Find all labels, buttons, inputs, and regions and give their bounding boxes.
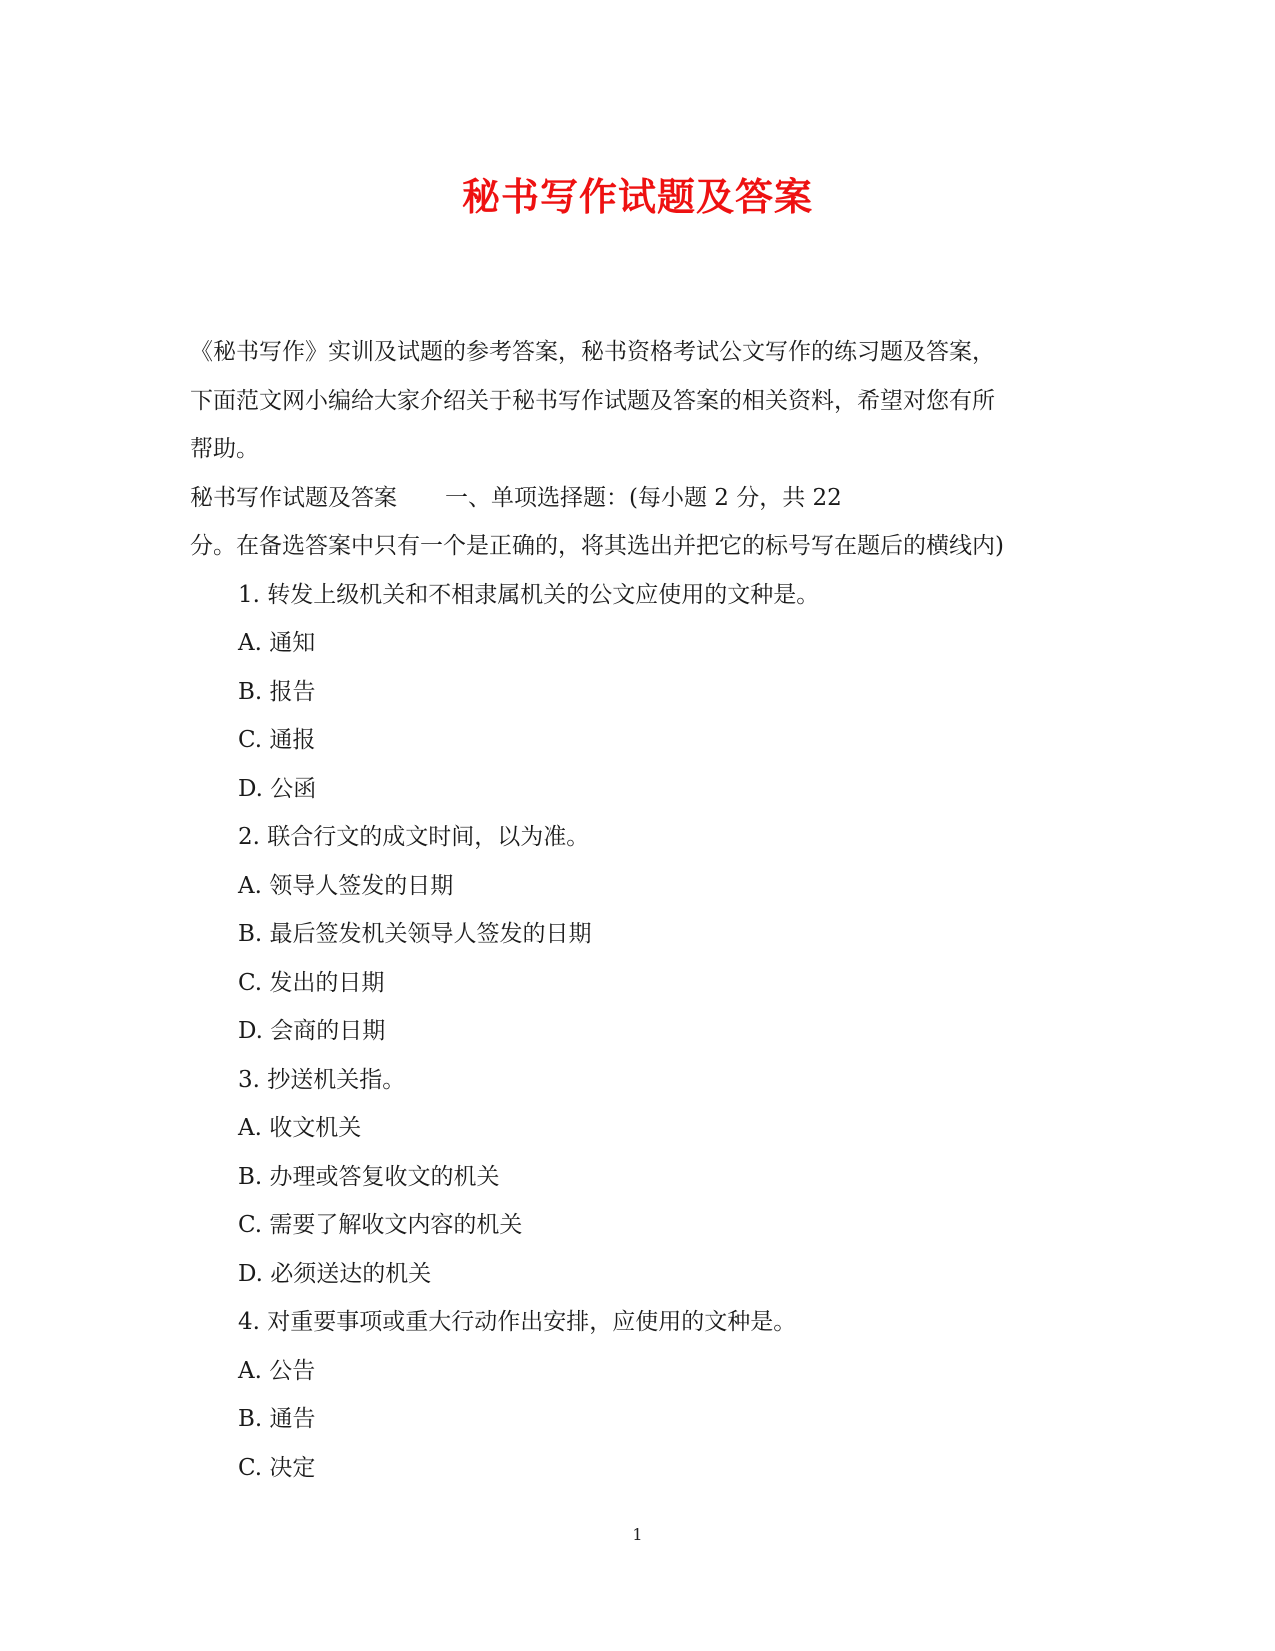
question-stem: 4. 对重要事项或重大行动作出安排，应使用的文种是。 — [238, 1309, 797, 1335]
question-option: A. 领导人签发的日期 — [238, 872, 454, 899]
question-option: C. 决定 — [238, 1454, 316, 1481]
question-stem: 3. 抄送机关指。 — [238, 1066, 406, 1093]
section-heading-right: 一、单项选择题：(每小题 2 分，共 22 — [445, 484, 842, 511]
question-option: B. 报告 — [238, 678, 316, 705]
intro-line: 下面范文网小编给大家介绍关于秘书写作试题及答案的相关资料，希望对您有所 — [190, 387, 995, 414]
section-instructions: 分。在备选答案中只有一个是正确的，将其选出并把它的标号写在题后的横线内) — [190, 533, 1004, 559]
question-option: B. 通告 — [238, 1406, 316, 1432]
question-option: B. 办理或答复收文的机关 — [238, 1163, 500, 1190]
intro-line: 帮助。 — [190, 436, 259, 462]
question-stem: 2. 联合行文的成文时间，以为准。 — [238, 824, 590, 850]
question-option: D. 公函 — [238, 775, 317, 802]
section-heading-left: 秘书写作试题及答案 — [190, 484, 397, 511]
section-heading-line — [190, 474, 1090, 523]
question-option: C. 发出的日期 — [238, 969, 385, 996]
question-option: C. 通报 — [238, 727, 316, 753]
document-body — [190, 328, 1090, 1492]
question-option: D. 会商的日期 — [238, 1018, 386, 1044]
page-number: 1 — [632, 1525, 643, 1544]
question-option: A. 通知 — [238, 630, 316, 656]
intro-line: 《秘书写作》实训及试题的参考答案，秘书资格考试公文写作的练习题及答案， — [190, 339, 995, 365]
question-option: A. 收文机关 — [238, 1115, 362, 1141]
document-title: 秘书写作试题及答案 — [461, 174, 813, 219]
question-option: C. 需要了解收文内容的机关 — [238, 1212, 523, 1238]
question-option: B. 最后签发机关领导人签发的日期 — [238, 921, 592, 947]
question-stem: 1. 转发上级机关和不相隶属机关的公文应使用的文种是。 — [238, 581, 820, 608]
question-option: A. 公告 — [238, 1357, 316, 1384]
question-option: D. 必须送达的机关 — [238, 1260, 432, 1287]
